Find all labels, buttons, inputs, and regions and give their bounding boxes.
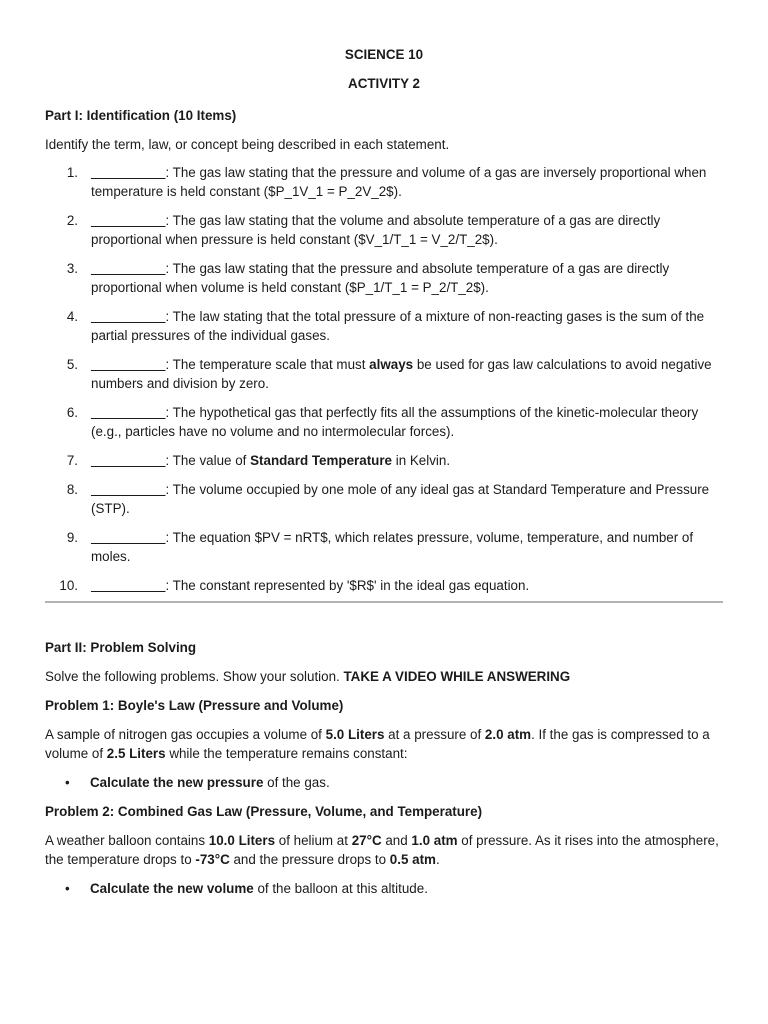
item-text-segment: : The gas law stating that the pressure and volume of a gas are inversely proportional when temperature is held constant ($P_1V_1 = P_2V_2$). bbox=[91, 165, 707, 199]
video-note: TAKE A VIDEO WHILE ANSWERING bbox=[343, 669, 571, 684]
problem2-heading: Problem 2: Combined Gas Law (Pressure, Volume, and Temperature) bbox=[45, 804, 483, 819]
identification-item bbox=[45, 576, 725, 595]
bullet-dot: • bbox=[65, 881, 70, 896]
problem2-task bbox=[45, 879, 725, 898]
problem2-text-segment: and the pressure drops to bbox=[229, 852, 390, 867]
item-number: 3. bbox=[66, 261, 78, 276]
item-text-segment: be used for gas law calculations to avoid negative numbers and division by zero. bbox=[91, 357, 712, 391]
problem2-text-segment: 27°C bbox=[351, 833, 382, 848]
identification-item bbox=[45, 307, 725, 345]
item-text-segment: in Kelvin. bbox=[392, 453, 451, 468]
item-number: 10. bbox=[59, 578, 78, 593]
item-number: 5. bbox=[66, 357, 78, 372]
answer-blank[interactable]: __________ bbox=[91, 261, 166, 276]
answer-blank[interactable]: __________ bbox=[91, 405, 166, 420]
problem2-text-segment: . bbox=[435, 852, 440, 867]
item-number: 2. bbox=[66, 213, 78, 228]
part2-heading: Part II: Problem Solving bbox=[45, 640, 197, 655]
activity-title: ACTIVITY 2 bbox=[348, 76, 420, 91]
problem1-text-segment: 2.5 Liters bbox=[106, 746, 166, 761]
identification-item bbox=[45, 163, 725, 201]
identification-item bbox=[45, 528, 725, 566]
answer-blank[interactable]: __________ bbox=[91, 213, 166, 228]
identification-item bbox=[45, 355, 725, 393]
problem2-task-segment: of the balloon at this altitude. bbox=[253, 881, 428, 896]
item-number: 8. bbox=[66, 482, 78, 497]
item-text-segment: : The volume occupied by one mole of any ideal gas at Standard Temperature and Pressure (STP). bbox=[91, 482, 710, 516]
item-number: 7. bbox=[66, 453, 78, 468]
problem1-text-segment: 2.0 atm bbox=[484, 727, 532, 742]
problem1-task bbox=[45, 773, 725, 792]
problem2-task-text bbox=[90, 881, 428, 896]
answer-blank[interactable]: __________ bbox=[91, 357, 166, 372]
problem1-text-segment: . If the gas is compressed to a volume of bbox=[45, 727, 710, 761]
answer-blank[interactable]: __________ bbox=[91, 530, 166, 545]
answer-blank[interactable]: __________ bbox=[91, 453, 166, 468]
answer-blank[interactable]: __________ bbox=[91, 578, 166, 593]
answer-blank[interactable]: __________ bbox=[91, 165, 166, 180]
problem1-text bbox=[45, 725, 725, 763]
answer-blank[interactable]: __________ bbox=[91, 309, 166, 324]
item-number: 9. bbox=[66, 530, 78, 545]
course-title: SCIENCE 10 bbox=[344, 47, 424, 62]
problem2-text-segment: 10.0 Liters bbox=[208, 833, 276, 848]
problem1-task-segment: Calculate the new pressure bbox=[90, 775, 264, 790]
problem2-text-segment: 1.0 atm bbox=[411, 833, 458, 848]
problem2-text-segment: 0.5 atm bbox=[389, 852, 436, 867]
problem2-text bbox=[45, 831, 725, 869]
problem1-task-text bbox=[90, 775, 330, 790]
problem2-text-segment: and bbox=[381, 833, 412, 848]
problem1-task-segment: of the gas. bbox=[263, 775, 330, 790]
identification-item bbox=[45, 403, 725, 441]
problem1-text-segment: 5.0 Liters bbox=[325, 727, 385, 742]
identification-list bbox=[45, 163, 725, 605]
part1-instructions: Identify the term, law, or concept being described in each statement. bbox=[45, 137, 450, 152]
problem1-text-segment: while the temperature remains constant: bbox=[165, 746, 408, 761]
item-number: 1. bbox=[66, 165, 78, 180]
item-text-segment: : The law stating that the total pressure of a mixture of non-reacting gases is the sum of the partial pressures of the individual gases. bbox=[91, 309, 705, 343]
item-text-segment: : The value of bbox=[165, 453, 251, 468]
identification-item bbox=[45, 211, 725, 249]
item-number: 6. bbox=[66, 405, 78, 420]
identification-item bbox=[45, 480, 725, 518]
problem2-text-segment: of pressure. As it rises into the atmosphere, the temperature drops to bbox=[45, 833, 719, 867]
identification-item bbox=[45, 259, 725, 297]
item-text-segment: : The temperature scale that must bbox=[165, 357, 370, 372]
part2-instructions-text: Solve the following problems. Show your solution. bbox=[45, 669, 344, 684]
item-text-segment: : The equation $PV = nRT$, which relates pressure, volume, temperature, and number of moles. bbox=[91, 530, 694, 564]
item-text-segment: : The gas law stating that the volume and absolute temperature of a gas are directly proportional when pressure is held constant ($V_1/T_1 = V_2/T_2$). bbox=[91, 213, 661, 247]
item-text-segment: : The gas law stating that the pressure and absolute temperature of a gas are directly proportional when volume is held constant ($P_1/T_1 = P_2/T_2$). bbox=[91, 261, 670, 295]
problem2-text-segment: A weather balloon contains bbox=[45, 833, 209, 848]
part1-heading: Part I: Identification (10 Items) bbox=[45, 108, 237, 123]
section-divider bbox=[45, 601, 723, 603]
problem1-text-segment: at a pressure of bbox=[384, 727, 485, 742]
problem2-text-segment: -73°C bbox=[195, 852, 230, 867]
identification-item bbox=[45, 451, 725, 470]
bullet-dot: • bbox=[65, 775, 70, 790]
problem1-text-segment: A sample of nitrogen gas occupies a volume of bbox=[45, 727, 326, 742]
item-number: 4. bbox=[66, 309, 78, 324]
part2-instructions bbox=[45, 667, 725, 686]
problem1-heading: Problem 1: Boyle's Law (Pressure and Volume) bbox=[45, 698, 344, 713]
item-text-segment: : The hypothetical gas that perfectly fits all the assumptions of the kinetic-molecular theory (e.g., particles have no volume and no intermolecular forces). bbox=[91, 405, 699, 439]
item-text-segment: : The constant represented by '$R$' in the ideal gas equation. bbox=[165, 578, 530, 593]
answer-blank[interactable]: __________ bbox=[91, 482, 166, 497]
problem2-task-segment: Calculate the new volume bbox=[90, 881, 254, 896]
item-text-segment: always bbox=[369, 357, 414, 372]
problem2-text-segment: of helium at bbox=[275, 833, 352, 848]
item-text-segment: Standard Temperature bbox=[250, 453, 392, 468]
